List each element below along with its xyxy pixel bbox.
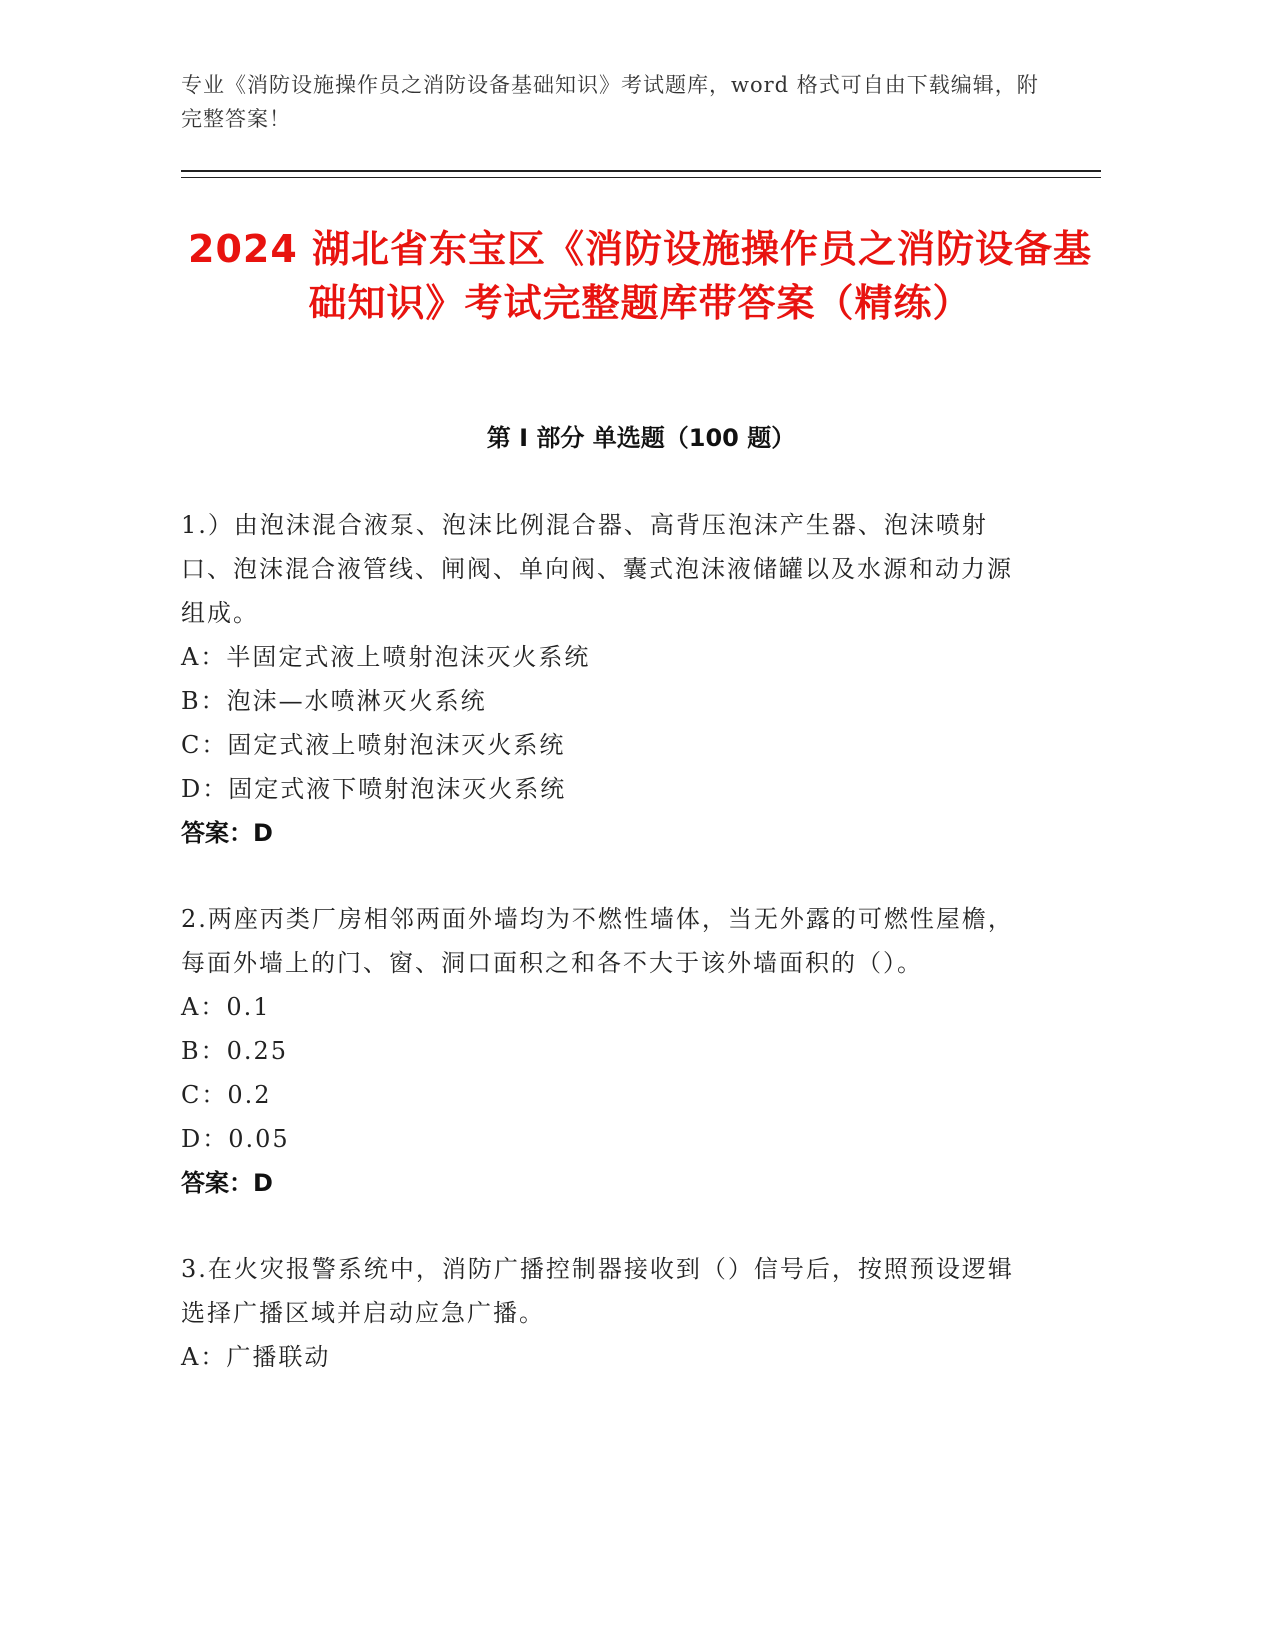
- question-stem: 3.在火灾报警系统中，消防广播控制器接收到（）信号后，按照预设逻辑选择广播区域并启动应急广播。: [181, 1255, 1014, 1327]
- option-c: C：固定式液上喷射泡沫灭火系统: [181, 731, 566, 759]
- question-stem: 2.两座丙类厂房相邻两面外墙均为不燃性墙体，当无外露的可燃性屋檐，每面外墙上的门、窗、洞口面积之和各不大于该外墙面积的（）。: [181, 905, 1014, 977]
- header-divider-thin: [181, 177, 1101, 178]
- section-title: 第 I 部分 单选题（100 题）: [486, 424, 796, 452]
- question-2: [181, 897, 1031, 1205]
- document-title: 2024 湖北省东宝区《消防设施操作员之消防设备基础知识》考试完整题库带答案（精练）: [188, 227, 1092, 325]
- option-c: C：0.2: [181, 1081, 272, 1109]
- option-a: A：0.1: [181, 993, 271, 1021]
- option-d: D：0.05: [181, 1125, 290, 1153]
- option-b: B：0.25: [181, 1037, 289, 1065]
- option-d: D：固定式液下喷射泡沫灭火系统: [181, 775, 567, 803]
- option-b: B：泡沫—水喷淋灭火系统: [181, 687, 487, 715]
- header-divider-thick: [181, 170, 1101, 172]
- question-1: [181, 503, 1031, 855]
- answer: 答案：D: [181, 819, 273, 847]
- header-note: 专业《消防设施操作员之消防设备基础知识》考试题库，word 格式可自由下载编辑，附完整答案！: [181, 73, 1039, 131]
- answer: 答案：D: [181, 1169, 273, 1197]
- option-a: A：半固定式液上喷射泡沫灭火系统: [181, 643, 591, 671]
- question-list: [181, 503, 1031, 1421]
- question-3: [181, 1247, 1031, 1379]
- option-a: A：广播联动: [181, 1343, 331, 1371]
- question-stem: 1.）由泡沫混合液泵、泡沫比例混合器、高背压泡沫产生器、泡沫喷射口、泡沫混合液管线、闸阀、单向阀、囊式泡沫液储罐以及水源和动力源组成。: [181, 511, 1013, 627]
